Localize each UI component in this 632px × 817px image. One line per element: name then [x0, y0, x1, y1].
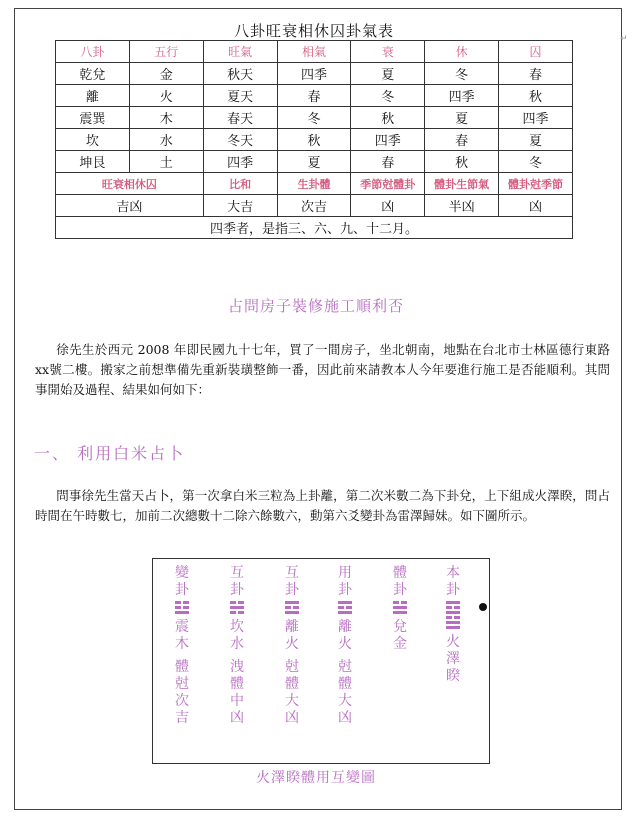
diagram-column-original — [443, 565, 463, 685]
table-cell: 土 — [129, 151, 203, 173]
table-cell: 春天 — [203, 107, 277, 129]
column-relation: 凶 — [285, 710, 299, 726]
table-cell: 春 — [499, 63, 573, 85]
table-cell: 冬 — [277, 107, 351, 129]
table-cell: 震巽 — [56, 107, 130, 129]
column-bottom: 水 — [230, 636, 244, 652]
table-cell: 秋 — [425, 151, 499, 173]
column-top: 用卦 — [338, 565, 352, 598]
column-relation: 吉 — [175, 710, 189, 726]
table-cell: 坎 — [56, 129, 130, 151]
relation-value-cell: 半凶 — [425, 195, 499, 217]
trigram-qi-table — [55, 40, 573, 239]
relation-value-cell: 凶 — [499, 195, 573, 217]
column-bottom: 坎 — [230, 619, 244, 635]
table-cell: 秋 — [499, 85, 573, 107]
trigram-dui-symbol — [393, 601, 407, 617]
column-relation: 次 — [175, 693, 189, 709]
relation-label-cell: 季節尅體卦 — [351, 173, 425, 195]
table-header-cell: 衰 — [351, 41, 425, 63]
table-cell: 冬 — [425, 63, 499, 85]
column-bottom: 震 — [175, 619, 189, 635]
intro-paragraph: 徐先生於西元 2008 年即民國九十七年，買了一間房子，坐北朝南，地點在台北市士林區德行東路xx號二樓。搬家之前想準備先重新裝璜整飾一番，因此前來請教本人今年要進行施工是否能順利。其問事開始及過程、結果如何如下： — [35, 342, 610, 397]
heading-1: 一、 利用白米占卜 — [34, 444, 186, 463]
table-note-row — [56, 217, 573, 239]
column-top: 互卦 — [285, 565, 299, 598]
table-row — [56, 107, 573, 129]
column-relation: 凶 — [230, 710, 244, 726]
table-header-cell: 旺氣 — [203, 41, 277, 63]
trigram-kan-symbol — [230, 601, 244, 617]
table-cell: 坤艮 — [56, 151, 130, 173]
table-cell: 春 — [425, 129, 499, 151]
column-relation: 尅 — [285, 659, 299, 675]
page-corner-mark: ↵ — [620, 34, 628, 44]
table-cell: 夏天 — [203, 85, 277, 107]
table-cell: 火 — [129, 85, 203, 107]
column-relation: 體 — [285, 676, 299, 692]
column-bottom: 金 — [393, 636, 407, 652]
column-bottom: 澤 — [446, 651, 460, 667]
table-cell: 秋天 — [203, 63, 277, 85]
table-row — [56, 151, 573, 173]
column-bottom: 離 — [285, 619, 299, 635]
method-paragraph: 問事徐先生當天占卜，第一次拿白米三粒為上卦離，第二次米數二為下卦兌，上下組成火澤睽，問占時間在午時數七，加前二次總數十二除六餘數六，動第六爻變卦為雷澤歸妹。如下圖所示。 — [35, 488, 610, 523]
column-top: 互卦 — [230, 565, 244, 598]
column-bottom: 木 — [175, 636, 189, 652]
table-header-cell: 休 — [425, 41, 499, 63]
table-cell: 木 — [129, 107, 203, 129]
diagram-column-body — [390, 565, 410, 653]
column-relation: 洩 — [230, 659, 244, 675]
column-top: 本卦 — [446, 565, 460, 598]
table-cell: 夏 — [277, 151, 351, 173]
diagram-column-changed — [172, 565, 192, 727]
column-relation: 中 — [230, 693, 244, 709]
column-bottom: 火 — [446, 634, 460, 650]
section-title: 占問房子裝修施工順利否 — [227, 297, 404, 315]
table-cell: 四季 — [351, 129, 425, 151]
table-cell: 秋 — [351, 107, 425, 129]
relation-value-cell: 吉凶 — [56, 195, 204, 217]
table-cell: 春 — [351, 151, 425, 173]
table-cell: 夏 — [499, 129, 573, 151]
table-cell: 夏 — [351, 63, 425, 85]
column-relation: 凶 — [338, 710, 352, 726]
table-cell: 四季 — [425, 85, 499, 107]
table-header-cell: 相氣 — [277, 41, 351, 63]
table-cell: 秋 — [277, 129, 351, 151]
table-row — [56, 85, 573, 107]
column-relation: 尅 — [338, 659, 352, 675]
diagram-column-mutual-1 — [227, 565, 247, 727]
table-row — [56, 63, 573, 85]
column-bottom: 兌 — [393, 619, 407, 635]
column-bottom: 離 — [338, 619, 352, 635]
trigram-zhen-symbol — [175, 601, 189, 617]
table-header-cell: 八卦 — [56, 41, 130, 63]
table-cell: 冬 — [499, 151, 573, 173]
relation-label-cell: 生卦體 — [277, 173, 351, 195]
table-cell: 冬天 — [203, 129, 277, 151]
hexagram-diagram — [152, 558, 490, 764]
column-relation: 體 — [175, 659, 189, 675]
relation-label-cell: 比和 — [203, 173, 277, 195]
relation-value-cell: 大吉 — [203, 195, 277, 217]
table-row — [56, 129, 573, 151]
relation-value-cell: 凶 — [351, 195, 425, 217]
table-title: 八卦旺衰相休囚卦氣表 — [233, 22, 394, 40]
column-relation: 尅 — [175, 676, 189, 692]
table-cell: 離 — [56, 85, 130, 107]
relation-label-cell: 體卦生節氣 — [425, 173, 499, 195]
column-bottom: 火 — [338, 636, 352, 652]
column-relation: 大 — [338, 693, 352, 709]
relation-label-cell: 體卦尅季節 — [499, 173, 573, 195]
diagram-column-use — [335, 565, 355, 727]
column-bottom: 火 — [285, 636, 299, 652]
table-cell: 四季 — [499, 107, 573, 129]
moving-line-dot — [479, 603, 487, 611]
column-relation: 體 — [230, 676, 244, 692]
table-cell: 四季 — [277, 63, 351, 85]
table-header-cell: 囚 — [499, 41, 573, 63]
relation-label-cell: 旺衰相休囚 — [56, 173, 204, 195]
diagram-column-mutual-2 — [282, 565, 302, 727]
column-relation: 大 — [285, 693, 299, 709]
table-cell: 冬 — [351, 85, 425, 107]
relation-label-row — [56, 173, 573, 195]
relation-value-cell: 次吉 — [277, 195, 351, 217]
trigram-li-symbol — [285, 601, 299, 617]
table-cell: 四季 — [203, 151, 277, 173]
hexagram-kui-symbol — [446, 601, 460, 632]
table-cell: 夏 — [425, 107, 499, 129]
table-note: 四季者，是指三、六、九、十二月。 — [56, 217, 573, 239]
table-cell: 水 — [129, 129, 203, 151]
table-header-row — [56, 41, 573, 63]
table-cell: 乾兌 — [56, 63, 130, 85]
table-cell: 金 — [129, 63, 203, 85]
trigram-li-symbol — [338, 601, 352, 617]
relation-value-row — [56, 195, 573, 217]
column-top: 變卦 — [175, 565, 189, 598]
column-relation: 體 — [338, 676, 352, 692]
column-bottom: 睽 — [446, 668, 460, 684]
table-cell: 春 — [277, 85, 351, 107]
table-header-cell: 五行 — [129, 41, 203, 63]
column-top: 體卦 — [393, 565, 407, 598]
diagram-caption: 火澤睽體用互變圖 — [256, 770, 376, 786]
